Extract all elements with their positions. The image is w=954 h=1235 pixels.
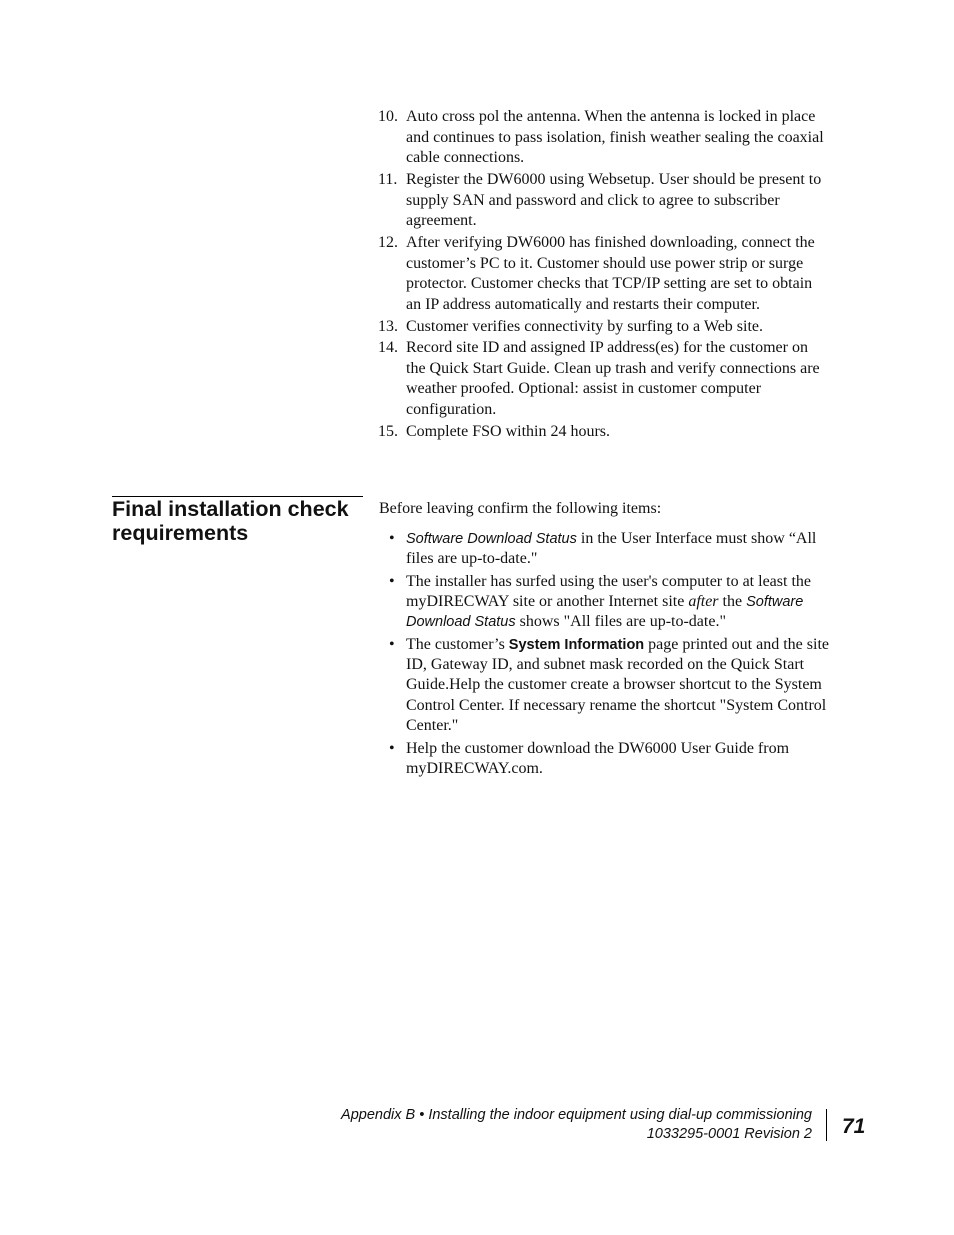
page-number: 71	[842, 1115, 866, 1138]
list-item	[378, 170, 830, 232]
item-text: The customer’s	[406, 636, 509, 654]
item-text: The installer has surfed using the user's computer to at least the myDIRECWAY site or another Internet site	[406, 572, 811, 611]
item-text: the	[718, 593, 747, 611]
list-item	[378, 422, 830, 443]
list-item	[378, 338, 830, 420]
list-item	[378, 317, 830, 338]
step-text: After verifying DW6000 has finished downloading, connect the customer’s PC to it. Customer should use power strip or surge protector. Customer checks that TCP/IP setting are set to obtain an IP address automatically and restarts their computer.	[406, 233, 815, 313]
step-text: Auto cross pol the antenna. When the antenna is locked in place and continues to pass isolation, finish weather sealing the coaxial cable connections.	[406, 108, 824, 167]
step-number: 13.	[378, 317, 398, 335]
bullet-icon: •	[389, 739, 395, 757]
footer-divider	[826, 1109, 827, 1141]
ui-term: Software Download Status	[406, 531, 577, 547]
item-text: Help the customer download the DW6000 User Guide from myDIRECWAY.com.	[406, 739, 790, 777]
list-item	[378, 635, 830, 736]
step-text: Customer verifies connectivity by surfing to a Web site.	[406, 317, 764, 335]
section-intro: Before leaving confirm the following items:	[379, 500, 662, 517]
list-item	[378, 107, 830, 169]
ui-term: Software Download Status	[406, 594, 804, 631]
step-number: 11.	[378, 170, 398, 188]
step-number: 10.	[378, 108, 398, 125]
step-number: 15.	[378, 422, 398, 440]
ui-term: System Information	[508, 637, 645, 654]
item-text: shows "All files are up-to-date."	[515, 613, 726, 631]
bullet-icon: •	[389, 572, 395, 590]
footer-chapter-title: Appendix B • Installing the indoor equipment using dial-up commissioning	[341, 1107, 812, 1123]
item-text: in the User Interface must show “All files are up-to-date."	[406, 530, 817, 568]
item-text: page printed out and the site ID, Gateway ID, and subnet mask recorded on the Quick Start Guide.Help the customer create a browser shortcut to the System Control Center. If necessary rename the shortcut "System Control Center."	[406, 636, 829, 734]
emphasis: after	[688, 593, 719, 611]
step-text: Complete FSO within 24 hours.	[406, 422, 611, 440]
list-item	[378, 529, 830, 569]
list-item	[378, 233, 830, 315]
step-number: 14.	[378, 339, 398, 357]
section-heading: Final installation check requirements	[112, 497, 349, 545]
bullet-icon: •	[389, 530, 395, 547]
checklist	[378, 529, 830, 781]
bullet-icon: •	[389, 636, 395, 654]
step-text: Record site ID and assigned IP address(es) for the customer on the Quick Start Guide. Clean up trash and verify connections are weather proofed. Optional: assist in customer computer configuration.	[406, 339, 820, 419]
step-text: Register the DW6000 using Websetup. User should be present to supply SAN and password and click to agree to subscriber agreement.	[406, 170, 822, 230]
list-item	[378, 572, 830, 633]
step-number: 12.	[378, 233, 398, 251]
footer-document-number: 1033295-0001 Revision 2	[646, 1126, 812, 1142]
numbered-steps-list	[378, 107, 830, 444]
list-item	[378, 739, 830, 779]
